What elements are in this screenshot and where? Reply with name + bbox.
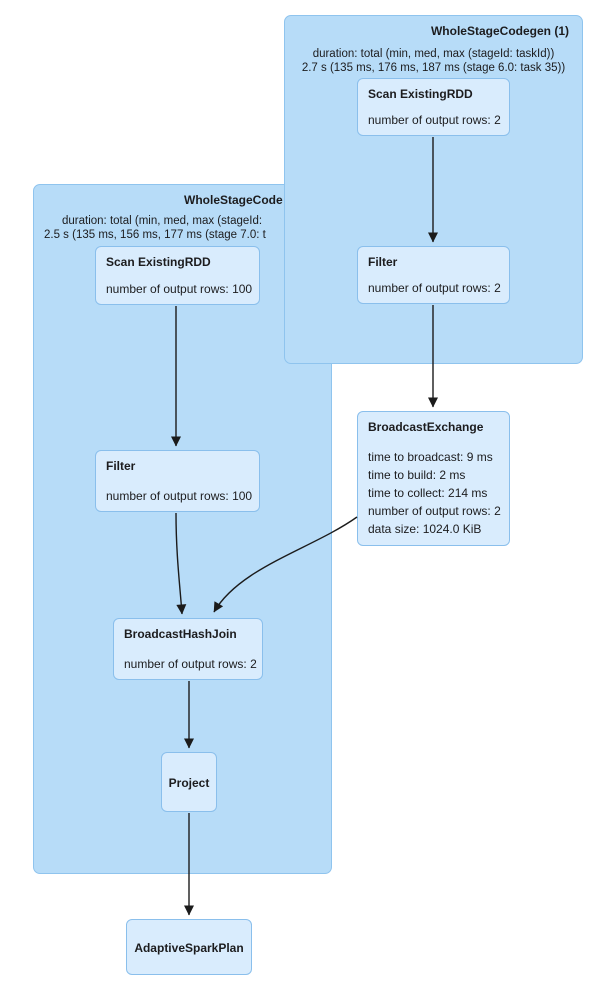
node-title: Scan ExistingRDD [106, 255, 211, 269]
node-metric: number of output rows: 2 [368, 113, 501, 127]
node-title: Filter [106, 459, 136, 473]
node-title: Project [168, 775, 210, 790]
node-metric: number of output rows: 100 [106, 282, 253, 296]
node-metric: number of output rows: 100 [106, 489, 253, 503]
node-broadcast-exchange[interactable] [357, 411, 510, 546]
cluster-duration-label: duration: total (min, med, max (stageId: taskId)) [312, 48, 555, 60]
node-filter-1[interactable] [357, 246, 510, 304]
node-metric: number of output rows: 2 [124, 657, 257, 671]
node-metric: time to build: 2 ms [368, 468, 466, 482]
node-title: Filter [368, 255, 398, 269]
node-project[interactable] [161, 752, 217, 812]
node-filter-2[interactable] [95, 450, 260, 512]
node-metric: number of output rows: 2 [368, 281, 501, 295]
cluster-duration-value: 2.5 s (135 ms, 156 ms, 177 ms (stage 7.0: t [44, 229, 266, 241]
node-metric: time to collect: 214 ms [368, 486, 488, 500]
cluster-duration-label: duration: total (min, med, max (stageId: [62, 215, 263, 227]
node-title: BroadcastHashJoin [124, 627, 237, 641]
node-title: AdaptiveSparkPlan [134, 940, 244, 955]
cluster-wholestagecodegen-1 [284, 15, 583, 364]
cluster-duration-value: 2.7 s (135 ms, 176 ms, 187 ms (stage 6.0: task 35)) [301, 62, 566, 74]
node-scan-existingrdd-2[interactable] [95, 246, 260, 305]
cluster-title: WholeStageCodegen (1) [430, 24, 569, 38]
node-broadcast-hash-join[interactable] [113, 618, 263, 680]
node-metrics [368, 448, 499, 538]
node-metric: number of output rows: 2 [368, 504, 501, 518]
cluster-title: WholeStageCode [184, 193, 283, 207]
node-title: BroadcastExchange [368, 420, 484, 434]
node-metric: time to broadcast: 9 ms [368, 450, 493, 464]
node-adaptive-spark-plan[interactable] [126, 919, 252, 975]
node-scan-existingrdd-1[interactable] [357, 78, 510, 136]
node-title: Scan ExistingRDD [368, 87, 473, 101]
node-metric: data size: 1024.0 KiB [368, 522, 482, 536]
